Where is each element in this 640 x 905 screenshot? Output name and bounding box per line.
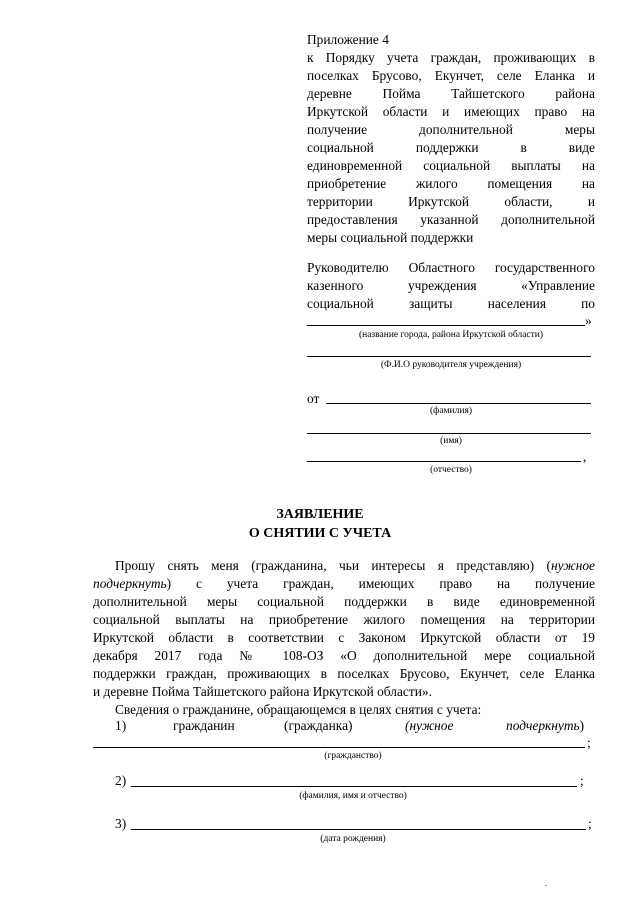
item-1-semicolon: ;: [587, 735, 591, 750]
birth-date-blank-line[interactable]: [131, 829, 586, 830]
name-blank-line[interactable]: [307, 433, 591, 434]
appendix-line: поселках Брусово, Екунчет, селе Еланка и: [307, 68, 595, 83]
caption-birth-date: (дата рождения): [320, 834, 386, 844]
full-name-blank-line[interactable]: [131, 786, 577, 787]
appendix-title: Приложение 4: [307, 32, 389, 47]
caption-name: (имя): [440, 436, 462, 446]
appendix-line: территории Иркутской области, и: [307, 194, 595, 209]
item-2-number: 2): [115, 773, 127, 788]
caption-head: (Ф.И.О руководителя учреждения): [380, 360, 522, 370]
body-line: декабря 2017 года № 108-ОЗ «О дополнительной мере социальной: [93, 648, 595, 663]
item-1-word-b: (гражданка): [284, 718, 353, 733]
addressee-line: Руководителю Областного государственного: [307, 260, 595, 275]
body-line: дополнительной меры социальной поддержки в виде единовременной: [93, 594, 595, 609]
appendix-line: к Порядку учета граждан, проживающих в: [307, 50, 595, 65]
item-1-word-a: гражданин: [173, 718, 235, 733]
caption-city: (название города, района Иркутской области): [358, 330, 544, 340]
doc-heading-line2: О СНЯТИИ С УЧЕТА: [248, 526, 392, 541]
body-line: поддержки граждан, проживающих в поселках Брусово, Екунчет, селе Еланка: [93, 666, 595, 681]
appendix-line: Иркутской области и имеющих право на: [307, 104, 595, 119]
scan-speck: [545, 885, 547, 886]
caption-patronymic: (отчество): [430, 465, 472, 475]
caption-full-name: (фамилия, имя и отчество): [299, 791, 407, 801]
item-3-number: 3): [115, 816, 127, 831]
body-line: социальной выплаты на приобретение жилого помещения на территории: [93, 612, 595, 627]
head-name-blank-line[interactable]: [307, 356, 591, 357]
appendix-line: единовременной социальной выплаты на: [307, 158, 595, 173]
appendix-line: получение дополнительной меры: [307, 122, 595, 137]
body-line-1: Прошу снять меня (гражданина, чьи интересы я представляю) (нужное: [115, 558, 595, 573]
addressee-line: казенного учреждения «Управление: [307, 278, 595, 293]
body-line-last: и деревне Пойма Тайшетского района Иркутской области».: [93, 684, 432, 699]
quote-close: »: [585, 313, 592, 328]
from-label: от: [307, 391, 320, 406]
item-1-italic-b: подчеркнуть): [506, 718, 585, 733]
patronymic-blank-line[interactable]: [307, 461, 581, 462]
surname-blank-line[interactable]: [326, 403, 591, 404]
appendix-line: меры социальной поддержки: [307, 230, 474, 245]
appendix-line: приобретение жилого помещения на: [307, 176, 595, 191]
city-blank-line[interactable]: [307, 325, 585, 326]
info-line: Сведения о гражданине, обращающемся в целях снятия с учета:: [115, 702, 482, 717]
caption-citizenship: (гражданство): [324, 751, 382, 761]
item-1-number: 1): [115, 718, 127, 733]
body-line: Иркутской области в соответствии с Законом Иркутской области от 19: [93, 630, 595, 645]
addressee-line: социальной защиты населения по: [307, 296, 595, 311]
item-1-italic-a: (нужное: [405, 718, 454, 733]
body-line-2: подчеркнуть) с учета граждан, имеющих право на получение: [93, 576, 595, 591]
citizenship-blank-line[interactable]: [93, 747, 585, 748]
appendix-line: предоставления указанной дополнительной: [307, 212, 595, 227]
appendix-line: социальной поддержки в виде: [307, 140, 595, 155]
appendix-line: деревне Пойма Тайшетского района: [307, 86, 595, 101]
patronymic-comma: ,: [583, 449, 587, 464]
item-2-semicolon: ;: [580, 773, 584, 788]
caption-surname: (фамилия): [430, 406, 472, 416]
doc-heading-line1: ЗАЯВЛЕНИЕ: [276, 507, 364, 522]
item-3-semicolon: ;: [588, 816, 592, 831]
